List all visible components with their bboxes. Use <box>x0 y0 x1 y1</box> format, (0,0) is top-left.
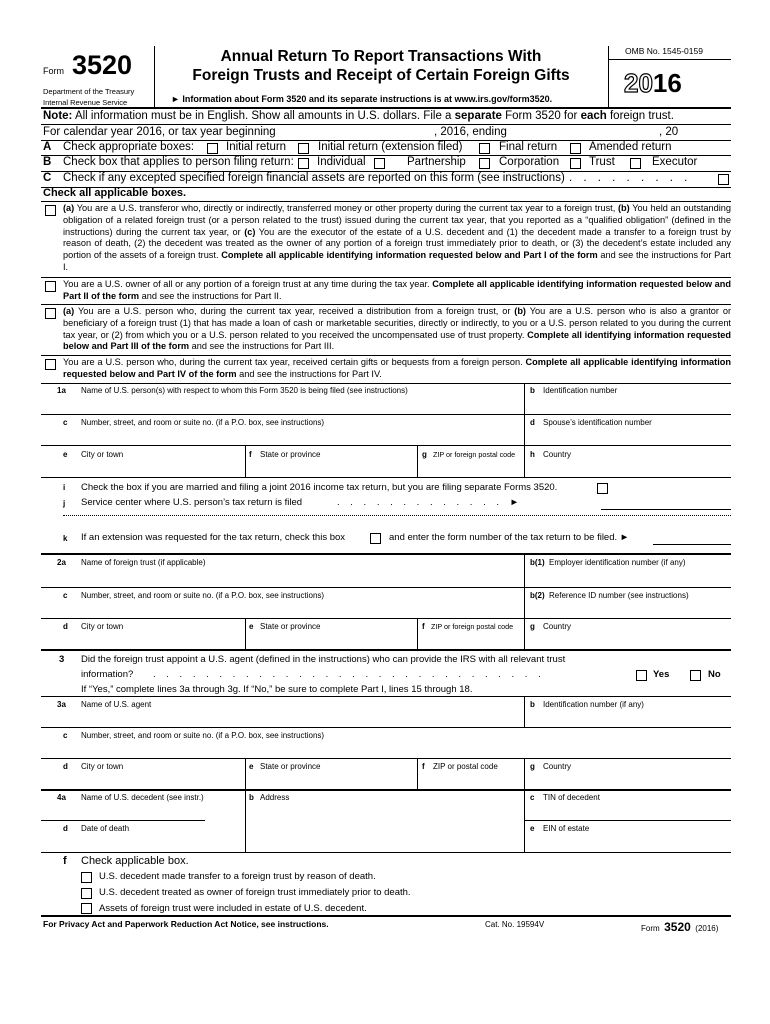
individual-label: Individual <box>317 156 366 168</box>
line-3-text1: Did the foreign trust appoint a U.S. agent (defined in the instructions) who can provide the IRS with all relevant trust <box>81 654 566 665</box>
final-return-label: Final return <box>499 141 558 153</box>
line-3b-label: Identification number (if any) <box>543 700 644 709</box>
trust-label: Trust <box>589 156 615 168</box>
line-2b1-tag: b(1) <box>530 558 545 567</box>
part3-paragraph: (a) You are a U.S. person who, during the current tax year, received a distribution from a foreign trust, or (b) You are a U.S. person who is also a grantor or beneficiary of a foreign trust (1) that has made a loan of cash or marketable securities, directly or indirectly, to you or a U.S. person related to you during the current tax year, or (2) from which you or a U.S. person related to you received the uncompensated use of trust property. Complete all identifying information requested below and Part III of the form and see the instructions for Part III. <box>63 306 731 352</box>
line-4f-letter: f <box>63 855 67 867</box>
row-b-label: Check box that applies to person filing return: <box>63 156 294 168</box>
row-a-label: Check appropriate boxes: <box>63 141 195 153</box>
line-2b1-label: Employer identification number (if any) <box>549 558 686 567</box>
line-2f-label: ZIP or foreign postal code <box>431 622 514 631</box>
line-2f-letter: f <box>422 622 425 631</box>
us-agent-yes-checkbox[interactable] <box>636 670 647 681</box>
line-1f-letter: f <box>249 450 252 459</box>
service-center-field[interactable] <box>601 497 731 510</box>
line-3d-label: City or town <box>81 762 124 771</box>
row-a-letter: A <box>43 141 52 153</box>
line-4a-label: Name of U.S. decedent (see instr.) <box>81 793 204 802</box>
decedent-owner-checkbox[interactable] <box>81 888 92 899</box>
note-line: Note: All information must be in English. Show all amounts in U.S. dollars. File a separate Form 3520 for each foreign trust. <box>43 110 674 122</box>
line-1k-label2: and enter the form number of the tax return to be filed. ► <box>389 532 630 543</box>
partnership-label: Partnership <box>407 156 466 168</box>
trust-zip-field[interactable] <box>422 633 522 649</box>
line-1e-label: City or town <box>81 450 124 459</box>
us-agent-street-field[interactable] <box>81 742 729 758</box>
line-2e-letter: e <box>249 622 254 631</box>
dept-line2: Internal Revenue Service <box>43 98 128 107</box>
form-title-line1: Annual Return To Report Transactions With <box>220 48 542 65</box>
initial-return-checkbox[interactable] <box>207 143 218 154</box>
line-1h-letter: h <box>530 450 535 459</box>
line-4b-label: Address <box>260 793 290 802</box>
line-1k-label: If an extension was requested for the tax return, check this box <box>81 532 346 543</box>
estate-ein-field[interactable] <box>530 835 730 851</box>
joint-return-checkbox[interactable] <box>597 483 608 494</box>
tax-year-begin-field[interactable] <box>279 128 434 140</box>
line-3c-label: Number, street, and room or suite no. (if a P.O. box, see instructions) <box>81 731 325 740</box>
line-3a-label: Name of U.S. agent <box>81 700 152 709</box>
line-1b-letter: b <box>530 386 535 395</box>
line-3-num: 3 <box>59 654 65 665</box>
trust-ein-field[interactable] <box>530 569 730 587</box>
line-1i-letter: i <box>63 483 66 492</box>
line-4a-num: 4a <box>57 793 66 802</box>
us-person-zip-field[interactable] <box>422 461 522 477</box>
us-person-street-field[interactable] <box>81 429 521 445</box>
footer-form-id: Form 3520 (2016) <box>641 920 719 934</box>
us-person-name-field[interactable] <box>81 397 521 415</box>
line-1a-label: Name of U.S. person(s) with respect to whom this Form 3520 is being filed (see instructions) <box>81 386 408 395</box>
initial-return-ext-checkbox[interactable] <box>298 143 309 154</box>
spouse-id-field[interactable] <box>530 429 730 445</box>
line-1e-letter: e <box>63 450 68 459</box>
line-3f-letter: f <box>422 762 425 771</box>
row-c-dots: . . . . . . . . . <box>569 172 692 184</box>
line-2d-letter: d <box>63 622 68 631</box>
trust-reference-id-field[interactable] <box>530 602 730 618</box>
line-3c-letter: c <box>63 731 68 740</box>
extension-form-number-field[interactable] <box>653 532 731 545</box>
line-3-dots: . . . . . . . . . . . . . . . . . . . . . . . . . . . . . . <box>153 669 545 680</box>
us-agent-no-label: No <box>708 669 721 680</box>
calendar-ending-label: , 2016, ending <box>434 126 507 138</box>
row-c-letter: C <box>43 172 52 184</box>
line-2e-label: State or province <box>260 622 321 631</box>
form-label: Form <box>43 66 64 76</box>
line-2c-letter: c <box>63 591 68 600</box>
line-4d-letter: d <box>63 824 68 833</box>
excepted-assets-checkbox[interactable] <box>718 174 729 185</box>
line-2a-label: Name of foreign trust (if applicable) <box>81 558 206 567</box>
date-of-death-field[interactable] <box>81 835 241 851</box>
part2-paragraph: You are a U.S. owner of all or any portion of a foreign trust at any time during the tax year. Complete all applicable identifying information requested below and Part II of the form and see the instructions for Part II. <box>63 279 731 301</box>
line-3-text2: information? <box>81 669 134 680</box>
part4-paragraph: You are a U.S. person who, during the current tax year, received certain gifts or bequests from a foreign person. Complete all applicable identifying information requested below and Part IV of the form and see the instructions for Part IV. <box>63 357 731 379</box>
calendar-20-label: , 20 <box>659 126 679 138</box>
us-agent-zip-field[interactable] <box>422 773 522 789</box>
row-b-letter: B <box>43 156 52 168</box>
amended-return-checkbox[interactable] <box>570 143 581 154</box>
privacy-notice: For Privacy Act and Paperwork Reduction Act Notice, see instructions. <box>43 919 329 929</box>
line-1b-label: Identification number <box>543 386 618 395</box>
trust-country-field[interactable] <box>530 633 730 649</box>
line-4b-letter: b <box>249 793 254 802</box>
corporation-checkbox[interactable] <box>479 158 490 169</box>
line-1d-letter: d <box>530 418 535 427</box>
amended-return-label: Amended return <box>589 141 672 153</box>
part3-checkbox[interactable] <box>45 308 56 319</box>
tax-year-end-field[interactable] <box>513 128 659 140</box>
form-title-line2: Foreign Trusts and Receipt of Certain Foreign Gifts <box>192 67 570 84</box>
us-agent-yes-label: Yes <box>653 669 670 680</box>
line-1j-letter: j <box>63 499 66 508</box>
us-person-id-field[interactable] <box>530 397 730 415</box>
us-agent-country-field[interactable] <box>530 773 730 789</box>
line-1j-dots: . . . . . . . . . . . . . ► <box>337 497 524 508</box>
line-2b2-label: Reference ID number (see instructions) <box>549 591 689 600</box>
line-3d-letter: d <box>63 762 68 771</box>
calendar-year-label: For calendar year 2016, or tax year beginning <box>43 126 276 138</box>
assets-in-estate-checkbox[interactable] <box>81 903 92 914</box>
line-1c-label: Number, street, and room or suite no. (if a P.O. box, see instructions) <box>81 418 325 427</box>
line-2g-label: Country <box>543 622 572 631</box>
line-2a-num: 2a <box>57 558 66 567</box>
line-3e-letter: e <box>249 762 254 771</box>
assets-in-estate-label: Assets of foreign trust were included in estate of U.S. decedent. <box>99 903 367 914</box>
line-1j-label: Service center where U.S. person’s tax return is filed <box>81 497 303 508</box>
line-1g-letter: g <box>422 450 427 459</box>
line-4e-label: EIN of estate <box>543 824 590 833</box>
final-return-checkbox[interactable] <box>479 143 490 154</box>
row-c-label: Check if any excepted specified foreign financial assets are reported on this form (see instructions) <box>63 172 565 184</box>
trust-city-field[interactable] <box>81 633 241 649</box>
line-4c-label: TIN of decedent <box>543 793 600 802</box>
us-person-city-field[interactable] <box>81 461 241 477</box>
decedent-transfer-label: U.S. decedent made transfer to a foreign trust by reason of death. <box>99 871 376 882</box>
line-1h-label: Country <box>543 450 572 459</box>
us-person-state-field[interactable] <box>249 461 414 477</box>
decedent-address-field[interactable] <box>249 804 521 850</box>
us-agent-name-field[interactable] <box>81 711 521 727</box>
decedent-owner-label: U.S. decedent treated as owner of foreign trust immediately prior to death. <box>99 887 411 898</box>
tax-year-bold: 16 <box>652 68 682 98</box>
decedent-name-field[interactable] <box>81 804 241 820</box>
omb-number: OMB No. 1545-0159 <box>625 46 703 56</box>
line-3f-label: ZIP or postal code <box>433 762 498 771</box>
info-line: ► Information about Form 3520 and its separate instructions is at www.irs.gov/form3520. <box>171 94 553 104</box>
trust-checkbox[interactable] <box>570 158 581 169</box>
trust-state-field[interactable] <box>249 633 414 649</box>
form-number: 3520 <box>72 50 133 80</box>
line-1k-letter: k <box>63 534 68 543</box>
corporation-label: Corporation <box>499 156 560 168</box>
initial-return-ext-label: Initial return (extension filed) <box>318 141 463 153</box>
decedent-tin-field[interactable] <box>530 804 730 820</box>
catalog-number: Cat. No. 19594V <box>485 920 545 929</box>
foreign-trust-name-field[interactable] <box>81 569 521 587</box>
tax-year <box>624 68 682 99</box>
part4-checkbox[interactable] <box>45 359 56 370</box>
dept-line1: Department of the Treasury <box>43 87 135 96</box>
us-agent-id-field[interactable] <box>530 711 730 727</box>
line-3g-label: Country <box>543 762 572 771</box>
line-1d-label: Spouse’s identification number <box>543 418 652 427</box>
line-3-text3: If “Yes,” complete lines 3a through 3g. If “No,” be sure to complete Part I, lines 15 through 18. <box>81 684 473 695</box>
part2-checkbox[interactable] <box>45 281 56 292</box>
extension-checkbox[interactable] <box>370 533 381 544</box>
line-1i-label: Check the box if you are married and filing a joint 2016 income tax return, but you are filing separate Forms 3520. <box>81 482 558 493</box>
part1-paragraph: (a) You are a U.S. transferor who, directly or indirectly, transferred money or other property during the current tax year to a foreign trust, (b) You held an outstanding obligation of a related foreign trust (or a person related to the trust) issued during the current tax year, that you reported as a “qualified obligation” (defined in the instructions) during the current tax year, or (c) You are the executor of the estate of a U.S. decedent and (1) the decedent made a transfer to a foreign trust by reason of death, (2) the decedent was treated as the owner of any portion of a foreign trust immediately prior to death, or (3) the decedent’s estate included any portion of the assets of a foreign trust. Complete all applicable identifying information requested below and Part I of the form and see the instructions for Part I. <box>63 203 731 272</box>
partnership-checkbox[interactable] <box>374 158 385 169</box>
line-2d-label: City or town <box>81 622 124 631</box>
line-4e-letter: e <box>530 824 535 833</box>
line-3b-letter: b <box>530 700 535 709</box>
us-person-country-field[interactable] <box>530 461 730 477</box>
line-1a-num: 1a <box>57 386 66 395</box>
us-agent-city-field[interactable] <box>81 773 241 789</box>
line-3e-label: State or province <box>260 762 321 771</box>
individual-checkbox[interactable] <box>298 158 309 169</box>
executor-checkbox[interactable] <box>630 158 641 169</box>
line-2b2-tag: b(2) <box>530 591 545 600</box>
check-all-heading: Check all applicable boxes. <box>43 187 187 199</box>
line-1f-label: State or province <box>260 450 321 459</box>
line-2g-letter: g <box>530 622 535 631</box>
part1-checkbox[interactable] <box>45 205 56 216</box>
us-agent-no-checkbox[interactable] <box>690 670 701 681</box>
line-1g-label: ZIP or foreign postal code <box>433 450 516 459</box>
initial-return-label: Initial return <box>226 141 287 153</box>
line-3g-letter: g <box>530 762 535 771</box>
executor-label: Executor <box>652 156 698 168</box>
decedent-transfer-checkbox[interactable] <box>81 872 92 883</box>
trust-street-field[interactable] <box>81 602 521 618</box>
line-4f-label: Check applicable box. <box>81 855 189 867</box>
line-4d-label: Date of death <box>81 824 130 833</box>
us-agent-state-field[interactable] <box>249 773 414 789</box>
line-2c-label: Number, street, and room or suite no. (if a P.O. box, see instructions) <box>81 591 325 600</box>
line-4c-letter: c <box>530 793 535 802</box>
line-1c-letter: c <box>63 418 68 427</box>
line-3a-num: 3a <box>57 700 66 709</box>
tax-year-outline: 20 <box>624 68 653 98</box>
